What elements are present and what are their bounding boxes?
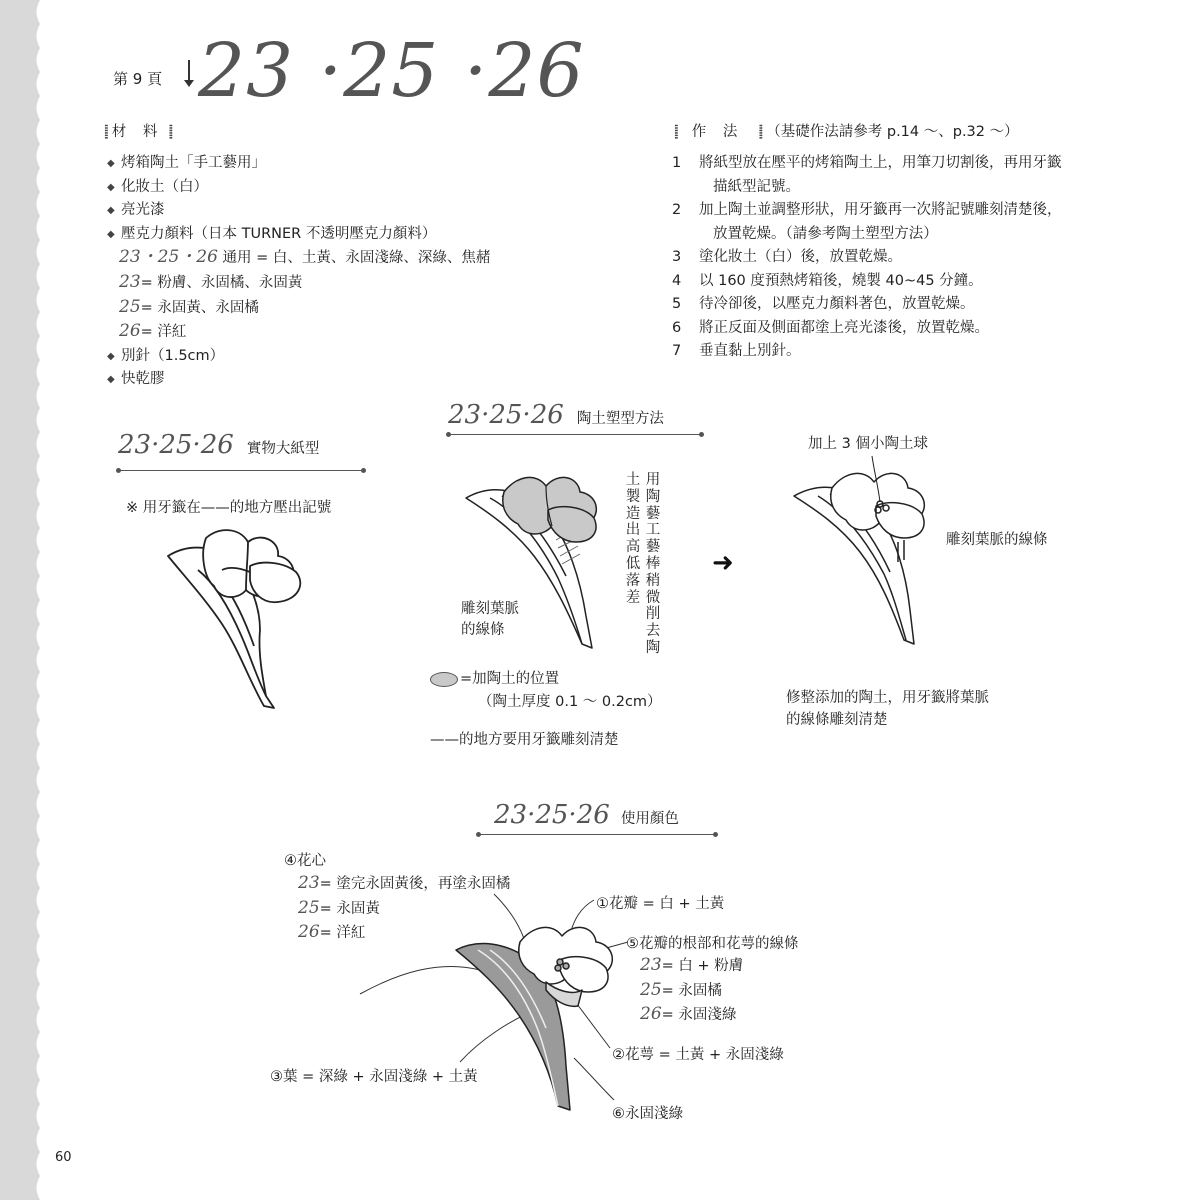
color-petal-base-item: 26= 永固淺綠: [640, 1004, 737, 1024]
shaping-legend-clay-2: （陶土厚度 0.1 ～ 0.2cm）: [478, 694, 662, 710]
method-step-line: 待冷卻後，以壓克力顏料著色，放置乾燥。: [699, 296, 975, 312]
materials-item: [107, 152, 490, 176]
page-title: 23 ·25 ·26: [198, 28, 585, 114]
diamond-bullet-icon: ◆: [107, 374, 115, 386]
color-petal-label: ①花瓣 = 白 + 土黃: [596, 896, 725, 912]
materials-item-number: 23: [119, 271, 141, 292]
colors-heading-num: 23·25·26: [494, 800, 610, 830]
shaping-carve-vein-label: 雕刻葉脈的線條: [946, 532, 1048, 548]
materials-item-number: 23・25・26: [119, 247, 218, 268]
materials-item: [107, 223, 490, 247]
shaping-legend-clay-1: =加陶土的位置: [460, 671, 560, 687]
materials-item-text: 別針（1.5cm）: [121, 347, 225, 364]
color-center-label: ④花心: [284, 853, 326, 869]
method-step-line: 描紙型記號。: [713, 178, 800, 195]
method-step-text: [699, 199, 1172, 246]
color-calyx-label: ②花萼 = 土黃 + 永固淺綠: [612, 1047, 784, 1063]
shaping-add-balls-label: 加上 3 個小陶土球: [808, 436, 928, 452]
method-step: [672, 317, 1172, 341]
color-leaf-label: ③葉 = 深綠 + 永固淺綠 + 土黃: [270, 1069, 478, 1085]
color-center-item: 25= 永固黃: [298, 897, 380, 918]
materials-item-text: 亮光漆: [121, 202, 165, 219]
next-step-arrow-icon: ➜: [712, 548, 734, 578]
shaping-heading-title: 陶土塑型方法: [576, 411, 664, 427]
method-step: [672, 340, 1172, 364]
binding-scallop-edge: [0, 0, 60, 1200]
pattern-note: ※ 用牙籤在——的地方壓出記號: [126, 500, 332, 516]
method-step-text: [699, 317, 1172, 341]
pattern-flower-outline: [150, 520, 330, 720]
materials-item: [107, 176, 490, 200]
method-step-text: [699, 340, 1172, 364]
method-step-number: 5: [672, 296, 682, 312]
method-step-text: [699, 246, 1172, 270]
materials-item-text: 通用 = 白、土黃、永固淺綠、深綠、焦赭: [217, 250, 491, 267]
materials-item-text: 快乾膠: [121, 371, 165, 388]
color-petal-base-item: 25= 永固橘: [640, 979, 722, 1000]
method-step: [672, 246, 1172, 270]
title-divider: [188, 60, 190, 82]
method-step-line: 以 160 度預熱烤箱後，燒製 40~45 分鐘。: [699, 272, 983, 289]
shaping-vertical-note-col1: 用陶藝工藝棒稍微削去陶: [645, 472, 661, 656]
method-step-text: [699, 293, 1172, 317]
diamond-bullet-icon: ◆: [107, 228, 115, 240]
method-step-text: [699, 270, 1172, 294]
method-steps: [672, 152, 1172, 364]
shaping-legend-carve: ——的地方要用牙籤雕刻清楚: [430, 732, 619, 748]
materials-list: [107, 152, 490, 392]
materials-item: [107, 320, 490, 345]
method-step-line: 將紙型放在壓平的烤箱陶土上，用筆刀切割後，再用牙籤: [699, 155, 1062, 171]
materials-item: [107, 246, 490, 271]
color-center-item: 26= 洋紅: [298, 922, 366, 942]
shaping-heading-underline: [448, 434, 702, 435]
color-petal-base-list: [640, 954, 743, 1028]
shaping-flower-step2: [790, 456, 950, 656]
method-step-line: 放置乾燥。（請參考陶土塑型方法）: [713, 225, 938, 242]
method-step: [672, 199, 1172, 246]
diamond-bullet-icon: ◆: [107, 350, 115, 362]
shaping-finish-note-1: 修整添加的陶土，用牙籤將葉脈: [786, 690, 989, 706]
method-heading-block: [674, 120, 1019, 141]
color-petal-base-label: ⑤花瓣的根部和花萼的線條: [626, 936, 799, 952]
book-binding-strip: [0, 0, 46, 1200]
method-heading: 作 法: [691, 124, 744, 140]
method-step-line: 加上陶土並調整形狀，用牙籤再一次將記號雕刻清楚後，: [699, 202, 1062, 218]
method-step: [672, 152, 1172, 199]
method-step-number: 4: [672, 272, 682, 289]
materials-heading-block: [104, 120, 171, 141]
method-step-text: [699, 152, 1172, 199]
materials-heading: 材 料: [111, 124, 164, 140]
method-step-number: 7: [672, 343, 682, 359]
page-label: 第 9 頁: [113, 70, 163, 88]
method-step-number: 3: [672, 249, 682, 265]
color-stem-label: ⑥永固淺綠: [612, 1106, 683, 1122]
clay-legend-swatch-icon: [430, 672, 458, 687]
materials-item-text: 化妝土（白）: [121, 178, 208, 195]
method-step-number: 1: [672, 155, 682, 171]
diamond-bullet-icon: ◆: [107, 205, 115, 217]
shaping-vertical-note-col2: 土製造出高低落差: [625, 472, 641, 606]
materials-item-text: = 洋紅: [140, 324, 187, 341]
colors-heading-title: 使用顏色: [620, 811, 679, 827]
diamond-bullet-icon: ◆: [107, 181, 115, 193]
title-arrow-icon: [184, 80, 194, 87]
pattern-heading: [118, 430, 319, 460]
pattern-heading-title: 實物大紙型: [246, 441, 320, 457]
materials-item: [107, 296, 490, 321]
materials-item: [107, 368, 490, 392]
method-step-line: 塗化妝土（白）後，放置乾燥。: [699, 249, 902, 265]
materials-item-text: = 粉膚、永固橘、永固黃: [140, 274, 303, 291]
materials-item-number: 25: [119, 296, 141, 317]
method-reference: （基礎作法請參考 p.14 ～、p.32 ～）: [766, 124, 1019, 140]
shaping-finish-note-2: 的線條雕刻清楚: [786, 712, 888, 728]
wheat-right-icon: ⸽⸽: [168, 125, 172, 140]
color-petal-base-item: 23= 白 + 粉膚: [640, 955, 744, 975]
method-step: [672, 270, 1172, 294]
materials-item-text: = 永固黃、永固橘: [140, 299, 259, 316]
shaping-vein-label-2: 的線條: [461, 622, 505, 638]
colors-heading: [494, 800, 679, 830]
page-number: 60: [55, 1150, 72, 1165]
wheat-left-icon: ⸽⸽: [674, 125, 677, 140]
method-step-line: 將正反面及側面都塗上亮光漆後，放置乾燥。: [699, 319, 989, 336]
materials-item-number: 26: [119, 321, 141, 342]
color-center-item: 23= 塗完永固黃後，再塗永固橘: [298, 873, 511, 893]
materials-item: [107, 199, 490, 223]
materials-item-text: 烤箱陶土「手工藝用」: [121, 155, 266, 171]
materials-item: [107, 271, 490, 296]
wheat-right-icon: ⸽⸽: [758, 125, 762, 140]
materials-item-text: 壓克力顏料（日本 TURNER 不透明壓克力顏料）: [121, 225, 437, 242]
pattern-heading-num: 23·25·26: [118, 430, 234, 460]
method-step-number: 2: [672, 202, 682, 218]
shaping-heading-num: 23·25·26: [448, 400, 564, 430]
pattern-heading-underline: [118, 470, 364, 471]
method-step: [672, 293, 1172, 317]
wheat-left-icon: ⸽⸽: [104, 125, 107, 140]
method-step-line: 垂直黏上別針。: [699, 343, 801, 359]
materials-item: [107, 345, 490, 369]
shaping-heading: [448, 400, 664, 430]
shaping-vein-label-1: 雕刻葉脈: [461, 601, 519, 617]
color-flower-diagram: [360, 890, 630, 1120]
method-step-number: 6: [672, 319, 682, 336]
colors-heading-underline: [478, 834, 716, 835]
diamond-bullet-icon: ◆: [107, 158, 115, 169]
